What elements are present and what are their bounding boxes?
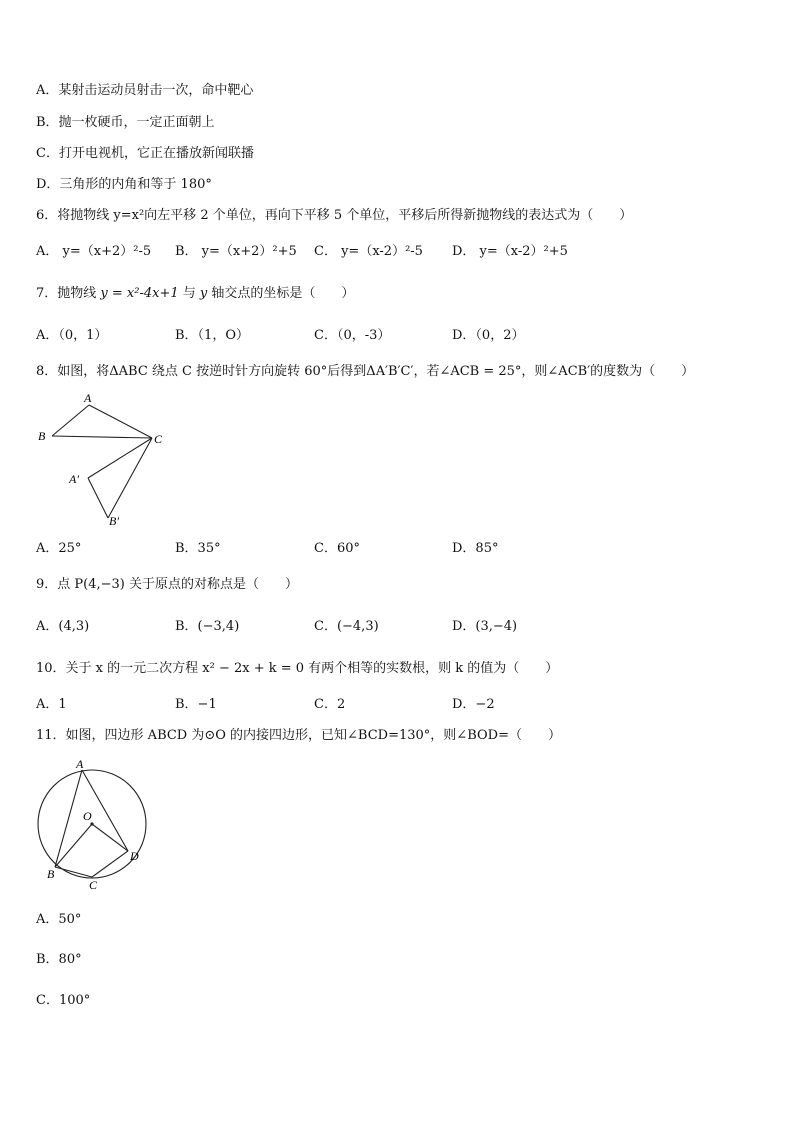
q7-number: 7．抛物线 <box>36 286 97 301</box>
q7-option-d: D．（0，2） <box>452 328 525 343</box>
q8-label-b-prime: B′ <box>109 514 119 528</box>
q6-option-b: B． y=（x+2）²+5 <box>175 244 297 259</box>
q11-option-b: B．80° <box>36 952 82 967</box>
q8-option-a: A．25° <box>36 541 82 556</box>
q6-option-d: D． y=（x-2）²+5 <box>452 244 568 259</box>
q6-option-a: A． y=（x+2）²-5 <box>36 244 152 259</box>
q7-y-var: y <box>199 286 208 301</box>
q7-mid: 与 <box>182 286 196 301</box>
q5-option-d: D．三角形的内角和等于 180° <box>36 177 212 192</box>
q9-option-b: B．(−3,4) <box>175 619 240 634</box>
q9-stem: 9．点 P(4,−3) 关于原点的对称点是（ ） <box>36 577 298 592</box>
q5-option-b: B．抛一枚硬币，一定正面朝上 <box>36 115 215 130</box>
q8-label-b: B <box>38 429 46 443</box>
q8-segment-a2b2 <box>88 478 108 518</box>
q9-option-d: D．(3,−4) <box>452 619 518 634</box>
q8-label-c: C <box>154 432 163 446</box>
q7-option-c: C．（0，-3） <box>314 328 391 343</box>
q6-stem: 6．将抛物线 y=x²向左平移 2 个单位，再向下平移 5 个单位，平移后所得新抛物线的表达式为（ ） <box>36 208 633 223</box>
q8-segment-ba <box>52 405 89 436</box>
q7-stem <box>36 285 354 303</box>
q11-stem: 11．如图，四边形 ABCD 为⊙O 的内接四边形，已知∠BCD=130°，则∠BOD=（ ） <box>36 728 561 743</box>
q11-label-b: B <box>47 867 55 881</box>
q10-option-a: A．1 <box>36 697 67 712</box>
q10-option-b: B．−1 <box>175 697 217 712</box>
q7-option-b: B．（1，O） <box>175 328 249 343</box>
q9-option-a: A．(4,3) <box>36 619 90 634</box>
q9-option-c: C．(−4,3) <box>314 619 379 634</box>
q5-option-c: C．打开电视机，它正在播放新闻联播 <box>36 146 254 161</box>
q8-label-a-prime: A′ <box>69 472 79 486</box>
q11-segment-ab <box>55 770 82 867</box>
q11-segment-od <box>92 824 128 851</box>
q8-rotation-figure <box>36 388 176 530</box>
q11-segment-cd <box>92 851 128 877</box>
q6-option-c: C． y=（x-2）²-5 <box>314 244 423 259</box>
q8-segment-bc <box>52 436 152 438</box>
q11-option-c: C．100° <box>36 993 91 1008</box>
q10-stem: 10．关于 x 的一元二次方程 x² − 2x + k = 0 有两个相等的实数根，则 k 的值为（ ） <box>36 661 559 676</box>
q8-segment-b2c <box>108 438 152 518</box>
q11-label-o: O <box>83 809 92 823</box>
q8-stem: 8．如图，将ΔABC 绕点 C 按逆时针方向旋转 60°后得到ΔA′B′C′，若∠ACB = 25°，则∠ACB′的度数为（ ） <box>36 364 695 379</box>
q8-option-d: D．85° <box>452 541 499 556</box>
q8-option-b: B．35° <box>175 541 221 556</box>
q11-label-c: C <box>89 878 98 892</box>
q8-segment-ca2 <box>88 438 152 478</box>
q7-formula: y = x²-4x+1 <box>100 286 179 301</box>
q11-circle-figure <box>30 752 150 894</box>
q8-option-c: C．60° <box>314 541 360 556</box>
q10-option-d: D．−2 <box>452 697 495 712</box>
q10-option-c: C．2 <box>314 697 346 712</box>
q7-tail: 轴交点的坐标是（ ） <box>211 286 355 301</box>
q7-option-a: A．（0，1） <box>36 328 108 343</box>
q11-option-a: A．50° <box>36 912 82 927</box>
q8-label-a: A <box>84 391 92 405</box>
q8-segment-ac <box>89 405 152 438</box>
q11-label-d: D <box>130 849 139 863</box>
q11-label-a: A <box>76 757 84 771</box>
q5-option-a: A．某射击运动员射击一次，命中靶心 <box>36 83 254 98</box>
q11-segment-bc <box>55 867 92 877</box>
